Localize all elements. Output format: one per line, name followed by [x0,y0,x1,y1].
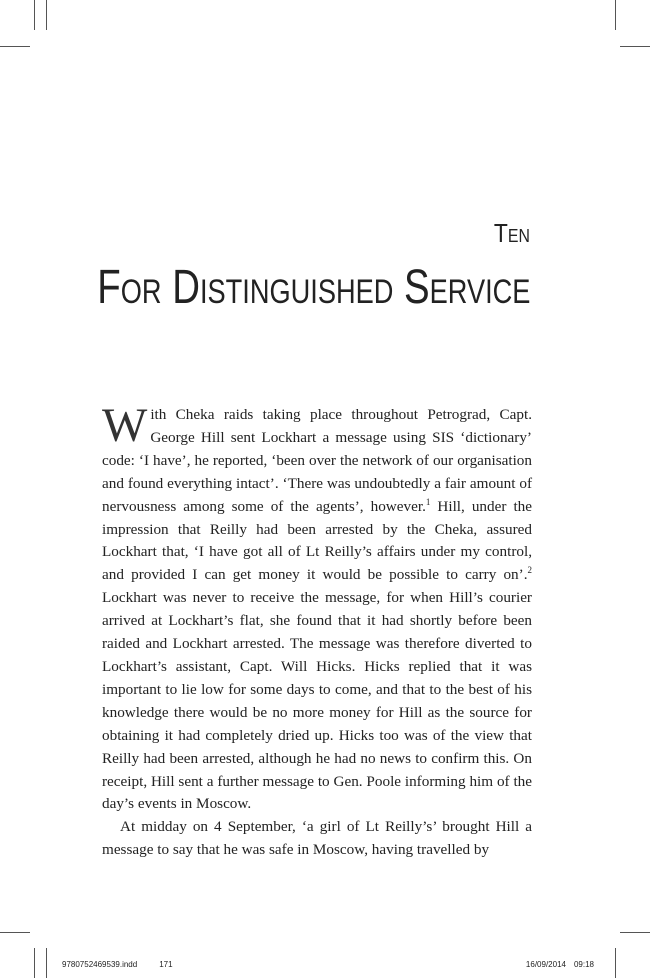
slug-page-number: 171 [159,960,173,969]
drop-cap: W [102,399,148,452]
chapter-body [102,399,532,862]
crop-mark-top-left-2 [46,0,47,30]
crop-mark-top-left-h [0,46,30,47]
crop-mark-bottom-left-h [0,932,30,933]
crop-mark-bottom-right-1 [615,948,616,978]
paragraph-1-part-c: Lockhart was never to receive the message, for when Hill’s courier arrived at Lockhart’s flat, she found that it had shortly before been raided and Lockhart arrested. The message was therefore diverted to Lockhart’s assistant, Capt. Will Hicks. Hicks replied that it was important to lie low for some days to come, and that to the best of his knowledge there would be no more money for Hill as the source for obtaining it had completely dried up. Hicks too was of the view that Reilly had been arrested, although he had no news to confirm this. On receipt, Hill sent a further message to Gen. Poole informing him of the day’s events in Moscow. [102,589,532,813]
slug-time: 09:18 [573,960,594,969]
slug-left [62,960,173,969]
crop-mark-bottom-left-1 [34,948,35,978]
paragraph-1-part-b: Hill, under the impression that Reilly had been arrested by the Cheka, assured Lockhart that, ‘I have got all of Lt Reilly’s affairs under my control, and provided I can get money it would be possible to carry on’. [102,497,532,584]
crop-mark-top-left-1 [34,0,35,30]
slug-filename: 9780752469539.indd [62,960,138,969]
footnote-ref-1[interactable]: 1 [425,496,431,507]
crop-mark-bottom-left-2 [46,948,47,978]
crop-mark-top-right-1 [615,0,616,30]
slug-date: 16/09/2014 [525,960,566,969]
footnote-ref-2[interactable]: 2 [527,565,532,576]
paragraph-2: At midday on 4 September, ‘a girl of Lt Reilly’s’ brought Hill a message to say that he was safe in Moscow, having travelled by [102,818,532,859]
chapter-title: For Distinguished Service [96,261,530,314]
crop-mark-bottom-right-h [620,932,650,933]
chapter-number: Ten [494,218,530,248]
paragraph-1 [102,399,532,816]
paragraph-1-part-a: ith Cheka raids taking place throughout Petrograd, Capt. George Hill sent Lockhart a message using SIS ‘dictionary’ code: ‘I have’, he reported, ‘been over the network of our organisation and found everything intact’. ‘There was undoubtedly a fair amount of nervousness among some of the agents’, however. [102,406,532,515]
crop-mark-top-right-h [620,46,650,47]
slug-right [526,960,594,969]
